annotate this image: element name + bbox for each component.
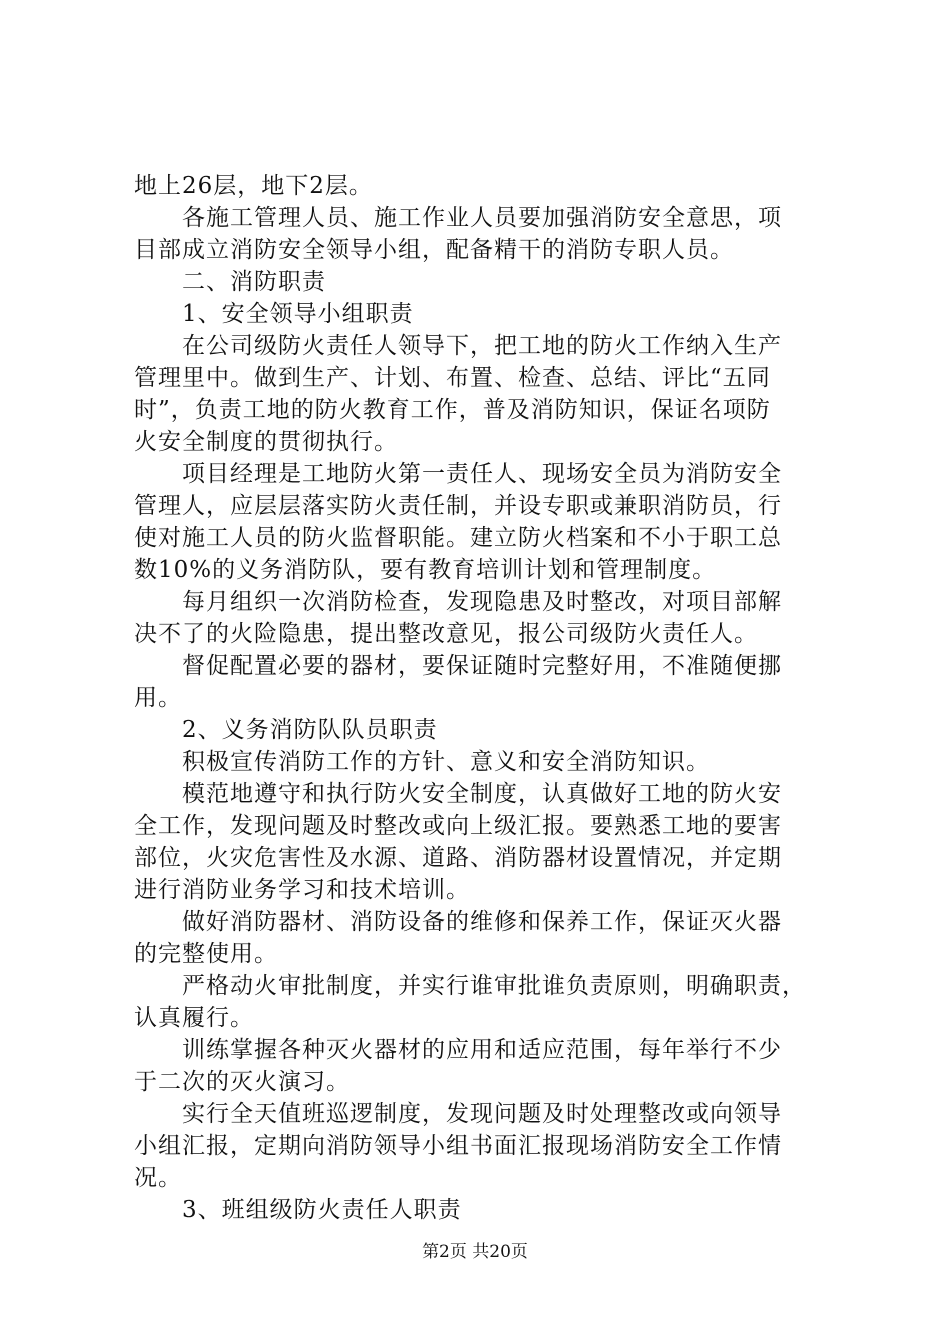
text-line: 使对施工人员的防火监督职能。建立防火档案和不小于职工总 bbox=[134, 525, 782, 551]
subsection-heading: 3、班组级防火责任人职责 bbox=[182, 1197, 462, 1223]
text-line: 实行全天值班巡逻制度，发现问题及时处理整改或向领导 bbox=[182, 1101, 782, 1127]
text-line: 决不了的火险隐患，提出整改意见，报公司级防火责任人。 bbox=[134, 621, 758, 647]
text-line: 地上26层，地下2层。 bbox=[134, 173, 373, 199]
text-line: 各施工管理人员、施工作业人员要加强消防安全意思，项 bbox=[182, 205, 782, 231]
text-line: 在公司级防火责任人领导下，把工地的防火工作纳入生产 bbox=[182, 333, 782, 359]
text-line: 况。 bbox=[134, 1165, 182, 1191]
text-line: 数10%的义务消防队，要有教育培训计划和管理制度。 bbox=[134, 557, 717, 583]
page-number-footer: 第2页 共20页 bbox=[422, 1242, 528, 1262]
text-line: 用。 bbox=[134, 685, 182, 711]
text-line: 目部成立消防安全领导小组，配备精干的消防专职人员。 bbox=[134, 237, 734, 263]
text-line: 进行消防业务学习和技术培训。 bbox=[134, 877, 470, 903]
text-line: 每月组织一次消防检查，发现隐患及时整改，对项目部解 bbox=[182, 589, 782, 615]
text-line: 认真履行。 bbox=[134, 1005, 254, 1031]
subsection-heading: 1、安全领导小组职责 bbox=[182, 301, 414, 327]
text-line: 于二次的灭火演习。 bbox=[134, 1069, 350, 1095]
text-line: 严格动火审批制度，并实行谁审批谁负责原则，明确职责， bbox=[182, 973, 806, 999]
text-line: 积极宣传消防工作的方针、意义和安全消防知识。 bbox=[182, 749, 710, 775]
text-line: 全工作，发现问题及时整改或向上级汇报。要熟悉工地的要害 bbox=[134, 813, 782, 839]
text-line: 的完整使用。 bbox=[134, 941, 278, 967]
body-text bbox=[134, 170, 834, 1226]
text-line: 部位，火灾危害性及水源、道路、消防器材设置情况，并定期 bbox=[134, 845, 782, 871]
text-line: 训练掌握各种灭火器材的应用和适应范围，每年举行不少 bbox=[182, 1037, 782, 1063]
text-line: 管理人，应层层落实防火责任制，并设专职或兼职消防员，行 bbox=[134, 493, 782, 519]
text-line: 督促配置必要的器材，要保证随时完整好用，不准随便挪 bbox=[182, 653, 782, 679]
text-line: 火安全制度的贯彻执行。 bbox=[134, 429, 398, 455]
text-line: 小组汇报，定期向消防领导小组书面汇报现场消防安全工作情 bbox=[134, 1133, 782, 1159]
text-line: 模范地遵守和执行防火安全制度，认真做好工地的防火安 bbox=[182, 781, 782, 807]
text-line: 管理里中。做到生产、计划、布置、检查、总结、评比“五同 bbox=[134, 365, 771, 391]
section-heading: 二、消防职责 bbox=[182, 269, 326, 295]
text-line: 项目经理是工地防火第一责任人、现场安全员为消防安全 bbox=[182, 461, 782, 487]
text-line: 时”，负责工地的防火教育工作，普及消防知识，保证名项防 bbox=[134, 397, 771, 423]
subsection-heading: 2、义务消防队队员职责 bbox=[182, 717, 438, 743]
text-line: 做好消防器材、消防设备的维修和保养工作，保证灭火器 bbox=[182, 909, 782, 935]
